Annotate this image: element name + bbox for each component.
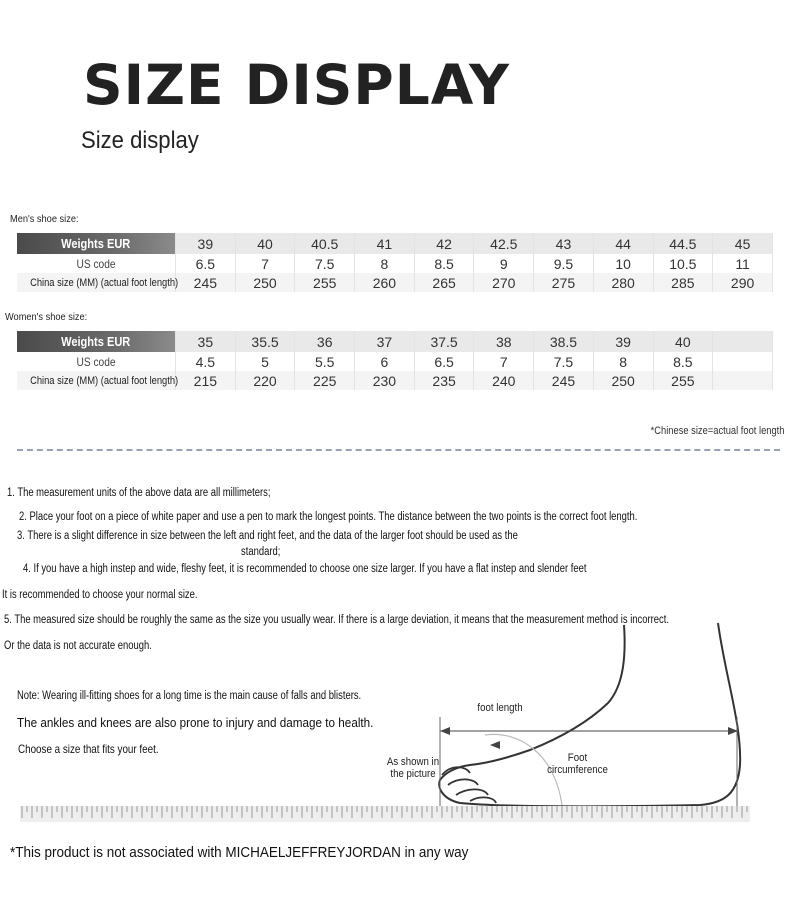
table-cell: 40.5 [295,233,355,254]
foot-length-label: foot length [477,702,523,714]
row-label-us: US code [17,254,176,273]
table-cell: 240 [474,371,534,390]
table-cell [713,371,773,390]
table-cell: 7.5 [295,254,355,273]
table-cell: 235 [414,371,474,390]
instruction-1: 1. The measurement units of the above data are all millimeters; [7,487,271,499]
table-cell: 40 [653,331,713,352]
table-cell: 44 [593,233,653,254]
table-row [17,273,773,292]
table-cell: 37.5 [414,331,474,352]
page-subtitle: Size display [81,127,199,154]
table-cell: 8 [355,254,415,273]
table-cell: 245 [176,273,236,292]
table-cell: 7.5 [534,352,594,371]
table-cell: 37 [355,331,415,352]
table-cell: 285 [653,273,713,292]
instruction-4-cont: It is recommended to choose your normal size. [2,589,198,601]
table-cell: 215 [176,371,236,390]
table-row [17,352,773,371]
table-cell: 275 [534,273,594,292]
foot-diagram [380,615,760,815]
page-title: SIZE DISPLAY [83,53,510,117]
table-cell: 290 [713,273,773,292]
note-3: Choose a size that fits your feet. [18,742,159,756]
table-cell: 11 [713,254,773,273]
disclaimer: *This product is not associated with MICHAELJEFFREYJORDAN in any way [10,844,469,861]
table-cell: 8.5 [414,254,474,273]
table-cell: 8 [593,352,653,371]
row-label-china: China size (MM) (actual foot length) [17,273,176,292]
table-cell: 250 [235,273,295,292]
table-cell: 42.5 [474,233,534,254]
table-cell: 38 [474,331,534,352]
table-cell: 270 [474,273,534,292]
instruction-3: 3. There is a slight difference in size between the left and right feet, and the data of the larger foot should be used as the [17,530,518,542]
table-cell: 6.5 [176,254,236,273]
women-size-table [17,331,773,390]
table-cell [713,352,773,371]
table-cell: 40 [235,233,295,254]
table-cell: 9 [474,254,534,273]
table-cell: 42 [414,233,474,254]
table-cell: 280 [593,273,653,292]
toe-icon [442,767,496,803]
instruction-2: 2. Place your foot on a piece of white paper and use a pen to mark the longest points. The distance between the two points is the correct foot length. [19,511,638,523]
table-cell: 35 [176,331,236,352]
ruler-icon [20,806,750,822]
foot-circumference-label: Foot circumference [547,752,608,776]
table-cell [713,331,773,352]
table-cell: 6.5 [414,352,474,371]
table-row [17,254,773,273]
table-cell: 36 [295,331,355,352]
table-cell: 250 [593,371,653,390]
shown-picture-label: As shown in the picture [386,756,440,780]
table-cell: 220 [235,371,295,390]
table-cell: 225 [295,371,355,390]
leg-outline-icon [439,623,740,806]
instruction-5: 5. The measured size should be roughly the same as the size you usually wear. If there is a large deviation, it means that the measurement method is incorrect. [4,614,669,626]
table-cell: 255 [295,273,355,292]
table-cell: 45 [713,233,773,254]
table-row [17,371,773,390]
table-cell: 5.5 [295,352,355,371]
table-row [17,331,773,352]
table-cell: 265 [414,273,474,292]
row-label-china: China size (MM) (actual foot length) [17,371,176,390]
women-size-label: Women's shoe size: [5,311,88,323]
table-cell: 44.5 [653,233,713,254]
table-cell: 43 [534,233,594,254]
table-cell: 35.5 [235,331,295,352]
circumference-arrow-icon [490,741,500,749]
table-cell: 7 [235,254,295,273]
table-row [17,233,773,254]
dashed-divider [17,449,780,451]
table-cell: 10.5 [653,254,713,273]
table-cell: 10 [593,254,653,273]
chinese-size-note: *Chinese size=actual foot length [650,425,784,437]
row-label-eur: Weights EUR [17,233,176,254]
note-2: The ankles and knees are also prone to injury and damage to health. [17,715,374,730]
table-cell: 41 [355,233,415,254]
men-size-table [17,233,773,292]
row-label-eur: Weights EUR [17,331,176,352]
table-cell: 38.5 [534,331,594,352]
table-cell: 39 [176,233,236,254]
instruction-3-cont: standard; [241,546,281,558]
row-label-us: US code [17,352,176,371]
table-cell: 7 [474,352,534,371]
arrow-left-icon [440,727,450,735]
men-size-label: Men's shoe size: [10,213,79,225]
table-cell: 245 [534,371,594,390]
instruction-5-cont: Or the data is not accurate enough. [4,640,152,652]
table-cell: 8.5 [653,352,713,371]
table-cell: 6 [355,352,415,371]
table-cell: 5 [235,352,295,371]
note-1: Note: Wearing ill-fitting shoes for a long time is the main cause of falls and blisters. [17,690,362,702]
table-cell: 230 [355,371,415,390]
table-cell: 39 [593,331,653,352]
instruction-4: 4. If you have a high instep and wide, fleshy feet, it is recommended to choose one size larger. If you have a flat instep and slender feet [23,563,587,575]
table-cell: 255 [653,371,713,390]
table-cell: 260 [355,273,415,292]
table-cell: 4.5 [176,352,236,371]
table-cell: 9.5 [534,254,594,273]
